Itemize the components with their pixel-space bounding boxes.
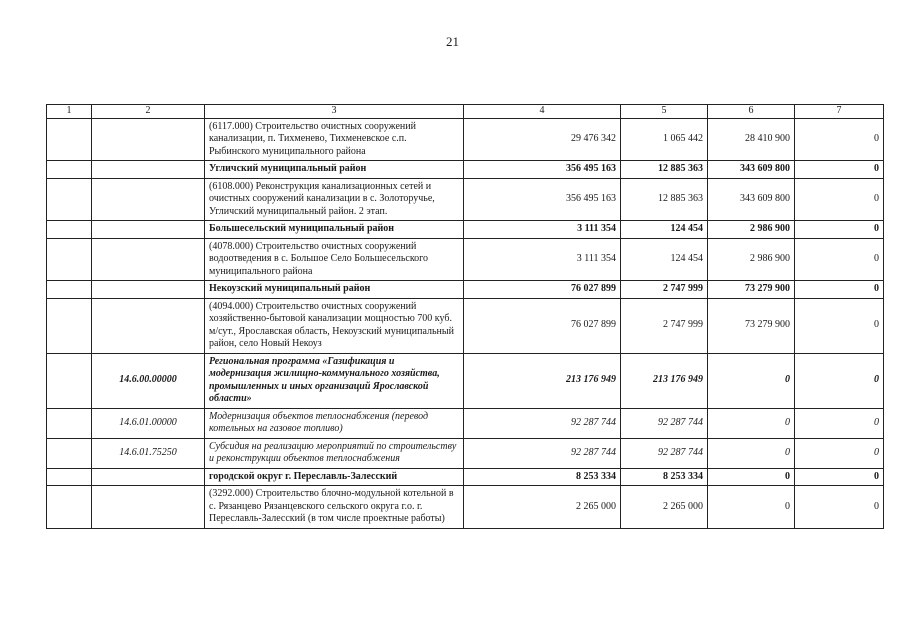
row-total-cell: 356 495 163 [464,178,621,221]
header-cell-7: 7 [795,105,884,119]
table-row [47,238,884,281]
row-col7-cell: 0 [795,438,884,468]
row-name-cell: городской округ г. Переславль-Залесский [205,468,464,486]
row-total-cell: 92 287 744 [464,438,621,468]
header-cell-6: 6 [708,105,795,119]
row-col5-cell: 2 747 999 [621,298,708,353]
row-col7-cell: 0 [795,221,884,239]
row-col7-cell: 0 [795,178,884,221]
row-col7-cell: 0 [795,353,884,408]
table-row [47,178,884,221]
row-total-cell: 76 027 899 [464,281,621,299]
row-name-cell: (6108.000) Реконструкция канализационных сетей и очистных сооружений канализации в с. Золоторучье, Угличский муниципальный район. 2 этап. [205,178,464,221]
row-total-cell: 76 027 899 [464,298,621,353]
row-name-cell: Региональная программа «Газификация и модернизация жилищно-коммунального хозяйства, промышленных и иных организаций Ярославской области» [205,353,464,408]
row-col5-cell: 12 885 363 [621,178,708,221]
row-index-cell [47,353,92,408]
row-index-cell [47,281,92,299]
row-col5-cell: 12 885 363 [621,161,708,179]
row-col6-cell: 0 [708,486,795,529]
row-col6-cell: 28 410 900 [708,118,795,161]
row-index-cell [47,238,92,281]
table-row [47,298,884,353]
row-total-cell: 3 111 354 [464,238,621,281]
table-row [47,221,884,239]
page-number: 21 [446,34,459,49]
row-index-cell [47,408,92,438]
header-cell-3: 3 [205,105,464,119]
row-col5-cell: 92 287 744 [621,408,708,438]
row-name-cell: (3292.000) Строительство блочно-модульной котельной в с. Рязанцево Рязанцевского сельского округа г.о. г. Переславль-Залесский (в том числе проектные работы) [205,486,464,529]
header-cell-5: 5 [621,105,708,119]
row-code-cell [92,298,205,353]
row-index-cell [47,486,92,529]
row-col7-cell: 0 [795,281,884,299]
row-code-cell [92,486,205,529]
row-index-cell [47,468,92,486]
row-col7-cell: 0 [795,408,884,438]
row-col6-cell: 73 279 900 [708,281,795,299]
row-name-cell: Большесельский муниципальный район [205,221,464,239]
row-name-cell: Некоузский муниципальный район [205,281,464,299]
row-col5-cell: 2 747 999 [621,281,708,299]
row-col5-cell: 2 265 000 [621,486,708,529]
row-index-cell [47,298,92,353]
row-name-cell: (4078.000) Строительство очистных сооружений водоотведения в с. Большое Село Большесельского муниципального района [205,238,464,281]
row-index-cell [47,118,92,161]
row-name-cell: (4094.000) Строительство очистных сооружений хозяйственно-бытовой канализации мощностью 700 куб. м/сут., Ярославская область, Некоузский муниципальный район, село Новый Некоуз [205,298,464,353]
row-total-cell: 2 265 000 [464,486,621,529]
row-col6-cell: 2 986 900 [708,221,795,239]
row-total-cell: 8 253 334 [464,468,621,486]
row-col6-cell: 343 609 800 [708,161,795,179]
header-cell-4: 4 [464,105,621,119]
row-col6-cell: 0 [708,353,795,408]
row-code-cell [92,221,205,239]
table-row [47,486,884,529]
table-row [47,408,884,438]
row-index-cell [47,221,92,239]
row-col5-cell: 92 287 744 [621,438,708,468]
row-col7-cell: 0 [795,118,884,161]
table-row [47,281,884,299]
row-col7-cell: 0 [795,298,884,353]
table-header-row [47,105,884,119]
row-code-cell [92,238,205,281]
header-cell-1: 1 [47,105,92,119]
row-col5-cell: 213 176 949 [621,353,708,408]
row-col5-cell: 124 454 [621,221,708,239]
row-col6-cell: 2 986 900 [708,238,795,281]
table-row [47,161,884,179]
row-col7-cell: 0 [795,468,884,486]
table-row [47,118,884,161]
table-row [47,438,884,468]
row-name-cell: Угличский муниципальный район [205,161,464,179]
row-total-cell: 356 495 163 [464,161,621,179]
table-row [47,353,884,408]
row-total-cell: 29 476 342 [464,118,621,161]
row-col5-cell: 124 454 [621,238,708,281]
row-code-cell [92,281,205,299]
row-col5-cell: 8 253 334 [621,468,708,486]
row-col6-cell: 0 [708,468,795,486]
row-col6-cell: 0 [708,408,795,438]
row-index-cell [47,438,92,468]
row-index-cell [47,161,92,179]
row-col7-cell: 0 [795,238,884,281]
row-name-cell: (6117.000) Строительство очистных сооружений канализации, п. Тихменево, Тихменевское с.п. Рыбинского муниципального района [205,118,464,161]
row-code-cell [92,118,205,161]
row-col7-cell: 0 [795,161,884,179]
row-name-cell: Модернизация объектов теплоснабжения (перевод котельных на газовое топливо) [205,408,464,438]
header-cell-2: 2 [92,105,205,119]
row-total-cell: 92 287 744 [464,408,621,438]
budget-table-body [47,105,884,529]
row-col6-cell: 343 609 800 [708,178,795,221]
row-code-cell [92,161,205,179]
row-name-cell: Субсидия на реализацию мероприятий по строительству и реконструкции объектов теплоснабжения [205,438,464,468]
row-code-cell [92,178,205,221]
row-index-cell [47,178,92,221]
row-col6-cell: 73 279 900 [708,298,795,353]
row-code-cell: 14.6.00.00000 [92,353,205,408]
budget-table [46,104,884,529]
row-col5-cell: 1 065 442 [621,118,708,161]
row-code-cell: 14.6.01.75250 [92,438,205,468]
row-code-cell: 14.6.01.00000 [92,408,205,438]
table-row [47,468,884,486]
row-col6-cell: 0 [708,438,795,468]
row-col7-cell: 0 [795,486,884,529]
row-code-cell [92,468,205,486]
row-total-cell: 3 111 354 [464,221,621,239]
row-total-cell: 213 176 949 [464,353,621,408]
